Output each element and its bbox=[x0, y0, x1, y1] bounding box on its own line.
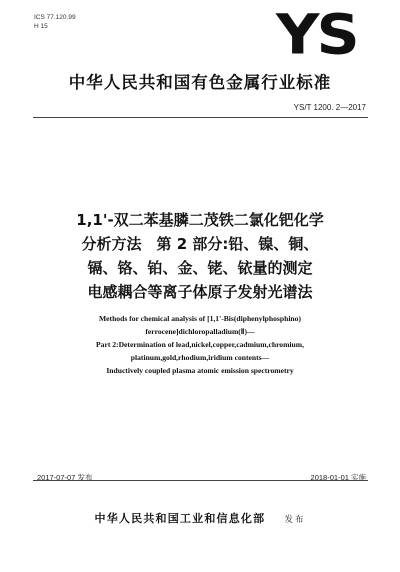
issuer-verb: 发布 bbox=[284, 515, 306, 525]
english-title-line: platinum,gold,rhodium,iridium contents— bbox=[130, 353, 270, 362]
english-title-line: Methods for chemical analysis of [1,1'-Bis(diphenylphosphino) bbox=[99, 314, 301, 323]
english-title-line: Inductively coupled plasma atomic emission spectrometry bbox=[106, 366, 294, 375]
issuer-name: 中华人民共和国工业和信息化部 bbox=[94, 512, 266, 525]
implementation-date: 2018-01-01 实施 bbox=[310, 473, 366, 482]
classification-codes bbox=[34, 13, 76, 31]
chinese-title bbox=[0, 208, 400, 304]
standard-type-title: 中华人民共和国有色金属行业标准 bbox=[68, 73, 332, 92]
ccs-code: H 15 bbox=[34, 23, 48, 30]
chinese-title-line: 电感耦合等离子体原子发射光谱法 bbox=[87, 283, 313, 301]
issue-date: 2017-07-07 发布 bbox=[37, 473, 93, 482]
chinese-title-line: 分析方法 第 2 部分:铅、镍、铜、 bbox=[81, 235, 319, 253]
chinese-title-line: 镉、铬、铂、金、铑、铱量的测定 bbox=[87, 259, 313, 277]
ys-logo: YS bbox=[276, 2, 357, 68]
english-title bbox=[0, 312, 400, 377]
chinese-title-line: 1,1'-双二苯基膦二茂铁二氯化钯化学 bbox=[76, 211, 324, 229]
bottom-divider bbox=[33, 480, 368, 481]
ics-code: ICS 77.120.99 bbox=[34, 14, 76, 21]
english-title-line: ferrocene]dichloropalladium(Ⅱ)— bbox=[145, 327, 255, 336]
english-title-line: Part 2:Determination of lead,nickel,copper,cadmium,chromium, bbox=[96, 340, 304, 349]
standard-number: YS/T 1200. 2—2017 bbox=[293, 103, 366, 112]
top-divider bbox=[33, 117, 368, 118]
issuer-line bbox=[0, 507, 400, 526]
